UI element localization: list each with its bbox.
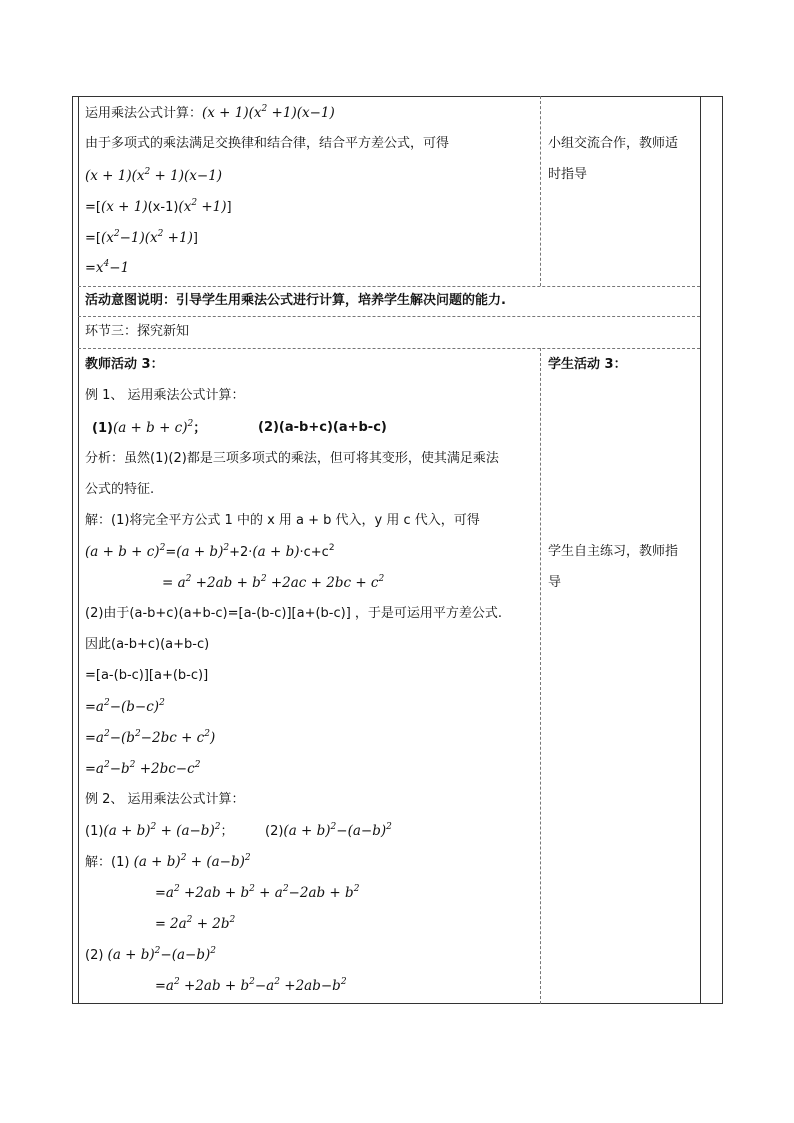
- solution1-step1: $(a + b + c)^2=(a + b)^2+2\cdot(a + b)\cdot c+c^2$: [85, 543, 335, 560]
- section1-right-line-2: 时指导: [548, 167, 588, 182]
- teacher-activity-title: 教师活动 3：: [85, 357, 164, 372]
- solution1-intro: 解：(1)将完全平方公式 1 中的 x 用 a + b 代入，y 用 c 代入，可得: [85, 513, 480, 528]
- table-right-border: [700, 96, 701, 1004]
- solution2-therefore: 因此(a-b+c)(a+b-c): [85, 637, 210, 652]
- column-divider-1: [540, 96, 541, 286]
- solution2-intro: (2)由于(a-b+c)(a+b-c)=[a-(b-c)][a+(b-c)] ，于是可运用平方差公式.: [85, 606, 503, 621]
- section2-right-line-2: 导: [548, 575, 562, 590]
- section1-line-4: $=[(x + 1)(x-1)(x^2 +1)]$: [85, 198, 232, 215]
- stage-title: 环节三：探究新知: [85, 324, 190, 339]
- example2-part1: $(1)(a + b)^2 + (a-b)^2$；: [85, 822, 234, 839]
- example2-solution1-step1: $=a^2 +2ab + b^2 + a^2-2ab + b^2$: [155, 884, 360, 901]
- row-divider-2: [78, 316, 700, 317]
- section1-right-line-1: 小组交流合作，教师适: [548, 136, 679, 151]
- section1-line-6: $=x^4-1$: [85, 259, 130, 276]
- example2-solution1-step2: = $2a^2 + 2b^2$: [155, 915, 236, 932]
- row-divider-1: [78, 286, 700, 287]
- solution2-step1: =[a-(b-c)][a+(b-c)]: [85, 668, 209, 683]
- section1-line-1: 运用乘法公式计算：$(x + 1)(x^2 +1)(x-1)$: [85, 104, 335, 121]
- example1-part1: $(1)(a + b + c)^2$；: [92, 419, 207, 436]
- student-activity-title: 学生活动 3：: [548, 357, 627, 372]
- example2-part2: $(2)(a + b)^2-(a-b)^2$: [265, 822, 392, 839]
- row-divider-3: [78, 348, 700, 349]
- column-divider-2: [540, 348, 541, 1004]
- example2-solution2-head: (2) $(a + b)^2-(a-b)^2$: [85, 946, 216, 963]
- section2-right-line-1: 学生自主练习，教师指: [548, 544, 679, 559]
- section1-line-5: $=[(x^2-1)(x^2 +1)]$: [85, 229, 198, 246]
- section1-line-3: $(x + 1)(x^2 + 1)(x-1)$: [85, 167, 223, 184]
- example1-title: 例 1、 运用乘法公式计算：: [85, 388, 245, 403]
- example2-solution1-head: 解：(1) $(a + b)^2 + (a-b)^2$: [85, 853, 251, 870]
- section1-line-2: 由于多项式的乘法满足交换律和结合律，结合平方差公式，可得: [85, 136, 450, 151]
- example1-part2: (2)(a-b+c)(a+b-c): [258, 420, 387, 435]
- activity-intent: 活动意图说明：引导学生用乘法公式进行计算，培养学生解决问题的能力.: [85, 293, 506, 308]
- solution2-step4: $=a^2-b^2 +2bc-c^2$: [85, 760, 201, 777]
- example2-solution2-step1: $=a^2 +2ab + b^2-a^2 +2ab-b^2$: [155, 977, 347, 994]
- analysis-line-2: 公式的特征.: [85, 482, 155, 497]
- analysis-line-1: 分析：虽然(1)(2)都是三项多项式的乘法，但可将其变形，使其满足乘法: [85, 451, 499, 466]
- table-left-inner-border: [78, 96, 81, 1004]
- solution2-step3: $=a^2-(b^2-2bc + c^2)$: [85, 729, 216, 746]
- solution1-step2: = $a^2 +2ab + b^2 +2ac + 2bc + c^2$: [162, 574, 385, 591]
- example2-title: 例 2、 运用乘法公式计算：: [85, 792, 245, 807]
- solution2-step2: $=a^2-(b-c)^2$: [85, 698, 165, 715]
